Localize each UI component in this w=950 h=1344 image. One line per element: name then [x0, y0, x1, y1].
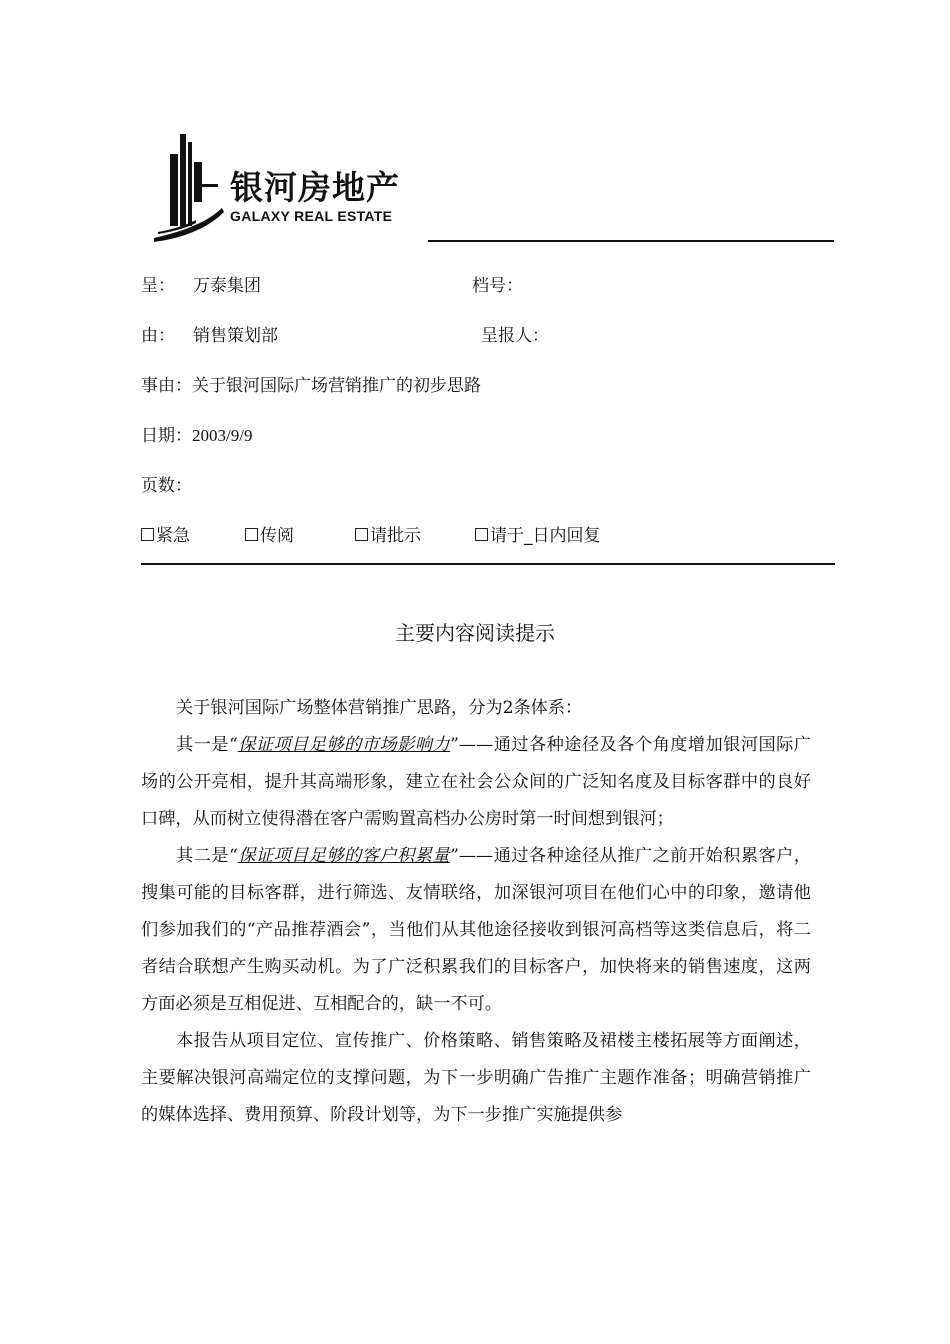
memo-reporter-label: 呈报人： [481, 326, 549, 346]
memo-subject-label: 事由： [141, 376, 192, 396]
memo-file-number [472, 271, 523, 296]
paragraph [141, 727, 811, 838]
checkbox-approve[interactable] [355, 521, 421, 546]
paragraph-text: ”——通过各种途径及各个角度增加银河国际广场的公开亮相，提升其高端形象，建立在社会公众间的广泛知名度及目标客群中的良好口碑，从而树立使得潜在客户需购置高档办公房时第一时间想到银河； [141, 735, 811, 829]
paragraph: 关于银河国际广场整体营销推广思路，分为2条体系： [176, 698, 583, 718]
logo-english-name: GALAXY REAL ESTATE [230, 208, 393, 224]
paragraph: 本报告从项目定位、宣传推广、价格策略、销售策略及裙楼主楼拓展等方面阐述，主要解决银河高端定位的支撑问题，为下一步明确广告推广主题作准备；明确营销推广的媒体选择、费用预算、阶段计划等，为下一步推广实施提供参 [141, 1031, 811, 1125]
memo-from-label: 由： [141, 326, 175, 346]
memo-subject-value: 关于银河国际广场营销推广的初步思路 [192, 376, 481, 396]
building-logo-icon [150, 132, 230, 244]
memo-from-value: 销售策划部 [193, 326, 278, 346]
page-title: 主要内容阅读提示 [395, 621, 555, 645]
memo-pages-label: 页数： [141, 476, 192, 496]
memo-reporter [481, 321, 549, 346]
checkbox-circulate[interactable] [245, 521, 294, 546]
memo-to [141, 271, 261, 296]
paragraph-text: 其一是“ [176, 735, 238, 755]
memo-subject [141, 371, 481, 396]
checkbox-urgent-label: 紧急 [156, 526, 190, 546]
memo-date [141, 421, 252, 446]
company-logo [150, 132, 430, 244]
underlined-phrase: 保证项目足够的客户积累量 [237, 846, 451, 866]
logo-chinese-name: 银河房地产 [230, 168, 400, 207]
underlined-phrase: 保证项目足够的市场影响力 [237, 735, 451, 755]
checkbox-square-icon[interactable] [475, 528, 488, 541]
paragraph [141, 838, 811, 1023]
checkbox-approve-label: 请批示 [370, 526, 421, 546]
paragraph-text: 其二是“ [176, 846, 238, 866]
document-body [141, 690, 811, 1134]
checkbox-square-icon[interactable] [355, 528, 368, 541]
checkbox-square-icon[interactable] [245, 528, 258, 541]
paragraph-text: ”——通过各种途径从推广之前开始积累客户，搜集可能的目标客群，进行筛选、友情联络，加深银河项目在他们心中的印象，邀请他们参加我们的“产品推荐酒会”，当他们从其他途径接收到银河高档等这类信息后，将二者结合联想产生购买动机。为了广泛积累我们的目标客户，加快将来的销售速度，这两方面必须是互相促进、互相配合的，缺一不可。 [141, 846, 811, 1014]
checkbox-urgent[interactable] [141, 521, 190, 546]
memo-from [141, 321, 278, 346]
checkbox-reply-label: 请于_日内回复 [490, 526, 601, 546]
memo-date-value: 2003/9/9 [192, 426, 253, 445]
checkbox-circulate-label: 传阅 [260, 526, 294, 546]
header-rule [428, 240, 834, 242]
checkbox-reply[interactable] [475, 521, 601, 546]
checkbox-square-icon[interactable] [141, 528, 154, 541]
memo-bottom-rule [141, 563, 835, 565]
memo-date-label: 日期： [141, 426, 192, 446]
memo-file-label: 档号： [472, 276, 523, 296]
memo-pages [141, 471, 192, 496]
memo-to-label: 呈： [141, 276, 175, 296]
memo-to-value: 万泰集团 [193, 276, 261, 296]
